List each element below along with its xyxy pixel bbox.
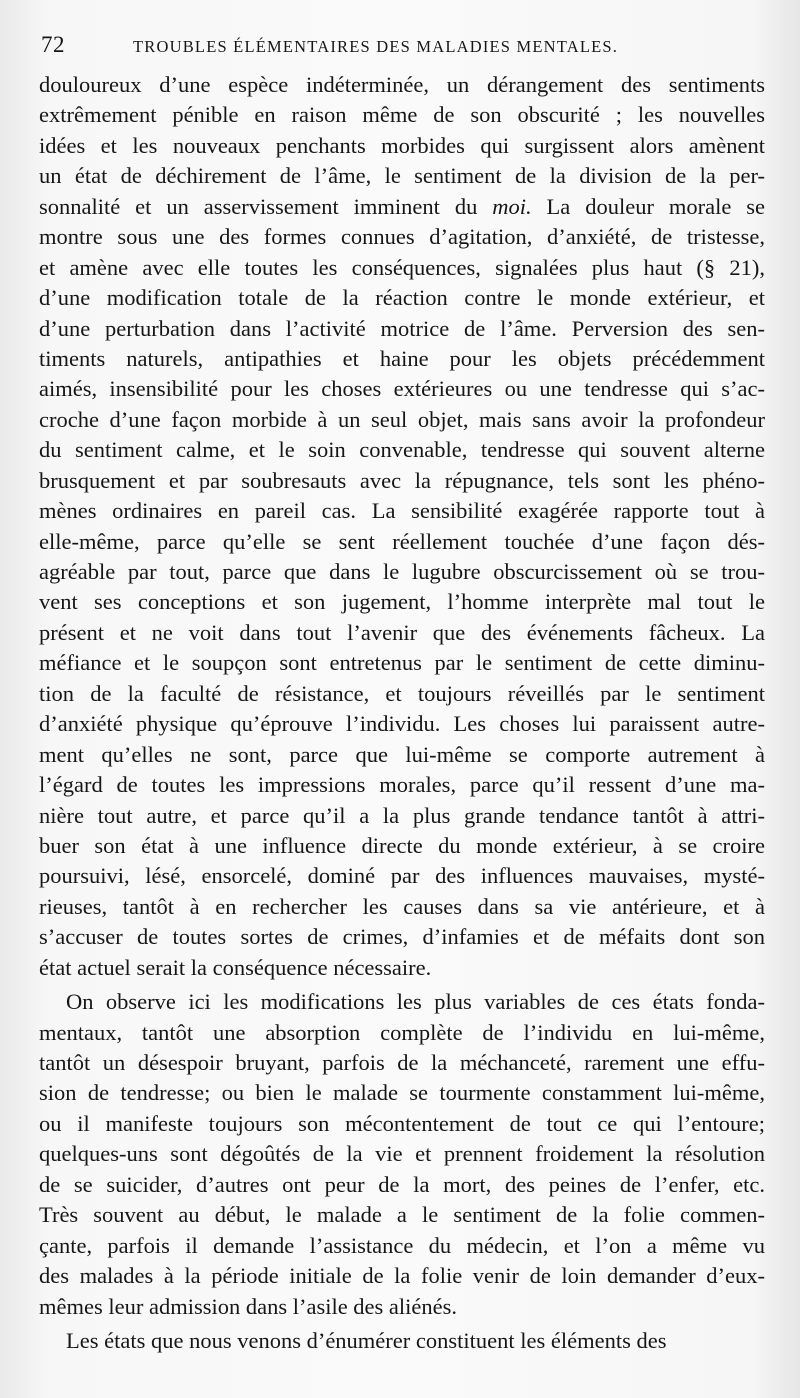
text-line: douloureux d’une espèce indéterminée, un dérangement des sentiments xyxy=(39,72,765,97)
page-header xyxy=(41,30,764,64)
text-line: buer son état à une influence directe du monde extérieur, à se croire xyxy=(39,832,765,858)
text-line: de se suicider, d’autres ont peur de la mort, des peines de l’enfer, etc. xyxy=(39,1171,765,1197)
text-line: sion de tendresse; ou bien le malade se tourmente constamment lui-même, xyxy=(39,1080,765,1106)
text-line: tion de la faculté de résistance, et toujours réveillés par le sentiment xyxy=(39,680,765,706)
text-line: tantôt un désespoir bruyant, parfois de la méchanceté, rarement une effu- xyxy=(39,1050,765,1075)
text-line: vent ses conceptions et son jugement, l’homme interprète mal tout le xyxy=(39,589,765,615)
text-line: croche d’une façon morbide à un seul objet, mais sans avoir la profondeur xyxy=(39,406,765,432)
text-line: d’une perturbation dans l’activité motrice de l’âme. Perversion des sen- xyxy=(39,315,765,341)
text-line: quelques-uns sont dégoûtés de la vie et prennent froidement la résolution xyxy=(39,1141,765,1167)
text-line: ment qu’elles ne sont, parce que lui-même se comporte autrement à xyxy=(39,741,765,767)
text-line: Très souvent au début, le malade a le sentiment de la folie commen- xyxy=(39,1202,765,1228)
text-line: extrêmement pénible en raison même de son obscurité ; les nouvelles xyxy=(39,102,765,128)
text-line: montre sous une des formes connues d’agitation, d’anxiété, de tristesse, xyxy=(39,224,765,250)
text-line: d’une modification totale de la réaction contre le monde extérieur, et xyxy=(39,285,765,311)
text-line: Les états que nous venons d’énumérer constituent les éléments des xyxy=(66,1327,667,1353)
text-line: présent et ne voit dans tout l’avenir que des événements fâcheux. La xyxy=(39,619,765,645)
paragraph xyxy=(39,1326,765,1356)
text-line: çante, parfois il demande l’assistance du médecin, et l’on a même vu xyxy=(39,1232,765,1258)
text-segment: La douleur morale se xyxy=(531,193,766,219)
body-text xyxy=(39,70,765,1356)
text-line: nière tout autre, et parce qu’il a la plus grande tendance tantôt à attri- xyxy=(39,802,765,828)
text-segment: sonnalité et un asservissement imminent du xyxy=(39,193,493,219)
text-line: un état de déchirement de l’âme, le sentiment de la division de la per- xyxy=(39,163,765,189)
paragraph xyxy=(39,70,765,983)
text-line: mêmes leur admission dans l’asile des aliénés. xyxy=(39,1293,458,1319)
text-line xyxy=(39,192,765,222)
text-line: l’égard de toutes les impressions morales, parce qu’il ressent d’une ma- xyxy=(39,772,765,798)
text-line: idées et les nouveaux penchants morbides qui surgissent alors amènent xyxy=(39,132,765,158)
text-line: brusquement et par soubresauts avec la répugnance, tels sont les phéno- xyxy=(39,467,765,493)
text-line: des malades à la période initiale de la folie venir de loin demander d’eux- xyxy=(39,1263,765,1289)
text-line: timents naturels, antipathies et haine pour les objets précédemment xyxy=(39,345,765,371)
running-title: TROUBLES ÉLÉMENTAIRES DES MALADIES MENTALES. xyxy=(133,37,619,56)
text-line: mentaux, tantôt une absorption complète de l’individu en lui-même, xyxy=(39,1019,765,1045)
text-line: du sentiment calme, et le soin convenable, tendresse qui souvent alterne xyxy=(39,437,765,463)
text-line: d’anxiété physique qu’éprouve l’individu. Les choses lui paraissent autre- xyxy=(39,711,765,737)
text-line: poursuivi, lésé, ensorcelé, dominé par des influences mauvaises, mysté- xyxy=(39,863,765,889)
text-line: méfiance et le soupçon sont entretenus par le sentiment de cette diminu- xyxy=(39,650,765,676)
paragraph xyxy=(39,987,765,1322)
text-line: ou il manifeste toujours son mécontentement de tout ce qui l’entoure; xyxy=(39,1110,765,1136)
page-number: 72 xyxy=(41,32,65,57)
text-line: mènes ordinaires en pareil cas. La sensibilité exagérée rapporte tout à xyxy=(39,498,765,524)
text-line: agréable par tout, parce que dans le lugubre obscurcissement où se trou- xyxy=(39,559,765,584)
text-line: aimés, insensibilité pour les choses extérieures ou une tendresse qui s’ac- xyxy=(39,376,765,402)
text-line: On observe ici les modifications les plus variables de ces états fonda- xyxy=(66,989,765,1015)
text-line: s’accuser de toutes sortes de crimes, d’infamies et de méfaits dont son xyxy=(39,924,765,950)
text-line: rieuses, tantôt à en rechercher les causes dans sa vie antérieure, et à xyxy=(39,893,765,919)
text-line: et amène avec elle toutes les conséquences, signalées plus haut (§ 21), xyxy=(39,254,765,280)
text-line: elle-même, parce qu’elle se sent réellement touchée d’une façon dés- xyxy=(39,528,765,554)
text-line: état actuel serait la conséquence nécessaire. xyxy=(39,954,432,980)
italic-word: moi. xyxy=(492,193,532,219)
